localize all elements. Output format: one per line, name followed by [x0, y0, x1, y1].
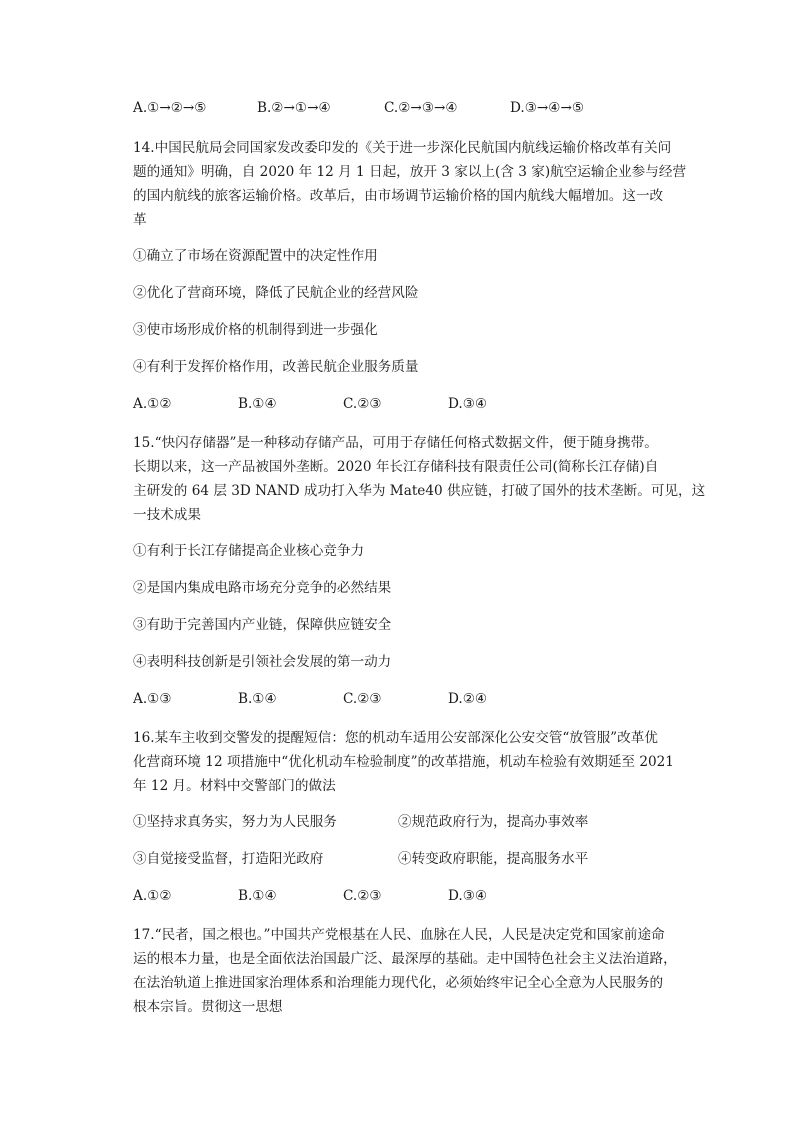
q17-stem-line: 17.“民者，国之根也。”中国共产党根基在人民、血脉在人民，人民是决定党和国家前途命 — [133, 927, 665, 943]
q16-option-a: A.①② — [133, 888, 172, 904]
q16-option-d: D.③④ — [448, 888, 488, 904]
q15-statement-3: ③有助于完善国内产业链，保障供应链安全 — [133, 617, 392, 633]
q14-stem-line: 的国内航线的旅客运输价格。改革后，由市场调节运输价格的国内航线大幅增加。这一改 — [133, 188, 664, 204]
q15-stem-line: 主研发的 64 层 3D NAND 成功打入华为 Mate40 供应链，打破了国外的技术垄断。可见，这 — [133, 483, 706, 499]
q14-option-c: C.②③ — [343, 396, 382, 412]
q16-statement-4: ④转变政府职能，提高服务水平 — [398, 851, 589, 867]
q15-statement-2: ②是国内集成电路市场充分竞争的必然结果 — [133, 580, 392, 596]
q13-option-b: B.②→①→④ — [257, 100, 331, 116]
q16-statement-1: ①坚持求真务实，努力为人民服务 — [133, 814, 337, 830]
q17-stem-line: 根本宗旨。贯彻这一思想 — [133, 999, 283, 1015]
q16-option-c: C.②③ — [343, 888, 382, 904]
q13-option-a: A.①→②→⑤ — [133, 100, 207, 116]
q14-statement-4: ④有利于发挥价格作用，改善民航企业服务质量 — [133, 359, 419, 375]
q16-stem-line: 16.某车主收到交警发的提醒短信：您的机动车适用公安部深化公安交管“放管服”改革优 — [133, 730, 658, 746]
q16-statement-3: ③自觉接受监督，打造阳光政府 — [133, 851, 324, 867]
q14-statement-1: ①确立了市场在资源配置中的决定性作用 — [133, 248, 378, 264]
q15-stem-line: 15.“快闪存储器”是一种移动存储产品，可用于存储任何格式数据文件，便于随身携带。 — [133, 435, 658, 451]
q13-option-c: C.②→③→④ — [384, 100, 458, 116]
q15-statement-1: ①有利于长江存储提高企业核心竞争力 — [133, 543, 365, 559]
q14-stem-line: 14.中国民航局会同国家发改委印发的《关于进一步深化民航国内航线运输价格改革有关问 — [133, 140, 672, 156]
q14-option-a: A.①② — [133, 396, 172, 412]
q15-option-d: D.②④ — [448, 691, 488, 707]
q14-option-b: B.①④ — [238, 396, 277, 412]
q15-option-b: B.①④ — [238, 691, 277, 707]
q14-statement-2: ②优化了营商环境，降低了民航企业的经营风险 — [133, 285, 419, 301]
q15-option-a: A.①③ — [133, 691, 172, 707]
q17-stem-line: 在法治轨道上推进国家治理体系和治理能力现代化，必须始终牢记全心全意为人民服务的 — [133, 975, 664, 991]
q15-stem-line: 一技术成果 — [133, 507, 201, 523]
q16-stem-line: 年 12 月。材料中交警部门的做法 — [133, 778, 336, 794]
q13-option-d: D.③→④→⑤ — [510, 100, 585, 116]
q14-option-d: D.③④ — [448, 396, 488, 412]
q16-statement-2: ②规范政府行为，提高办事效率 — [398, 814, 589, 830]
q17-stem-line: 运的根本力量，也是全面依法治国最广泛、最深厚的基础。走中国特色社会主义法治道路， — [133, 951, 677, 967]
q14-statement-3: ③使市场形成价格的机制得到进一步强化 — [133, 322, 378, 338]
q16-option-b: B.①④ — [238, 888, 277, 904]
q14-stem-line: 题的通知》明确，自 2020 年 12 月 1 日起，放开 3 家以上(含 3 家)航空运输企业参与经营 — [133, 164, 687, 180]
q15-statement-4: ④表明科技创新是引领社会发展的第一动力 — [133, 654, 392, 670]
q14-stem-line: 革 — [133, 212, 147, 228]
q15-stem-line: 长期以来，这一产品被国外垄断。2020 年长江存储科技有限责任公司(简称长江存储)自 — [133, 459, 659, 475]
q16-stem-line: 化营商环境 12 项措施中“优化机动车检验制度”的改革措施，机动车检验有效期延至 2021 — [133, 754, 674, 770]
q15-option-c: C.②③ — [343, 691, 382, 707]
